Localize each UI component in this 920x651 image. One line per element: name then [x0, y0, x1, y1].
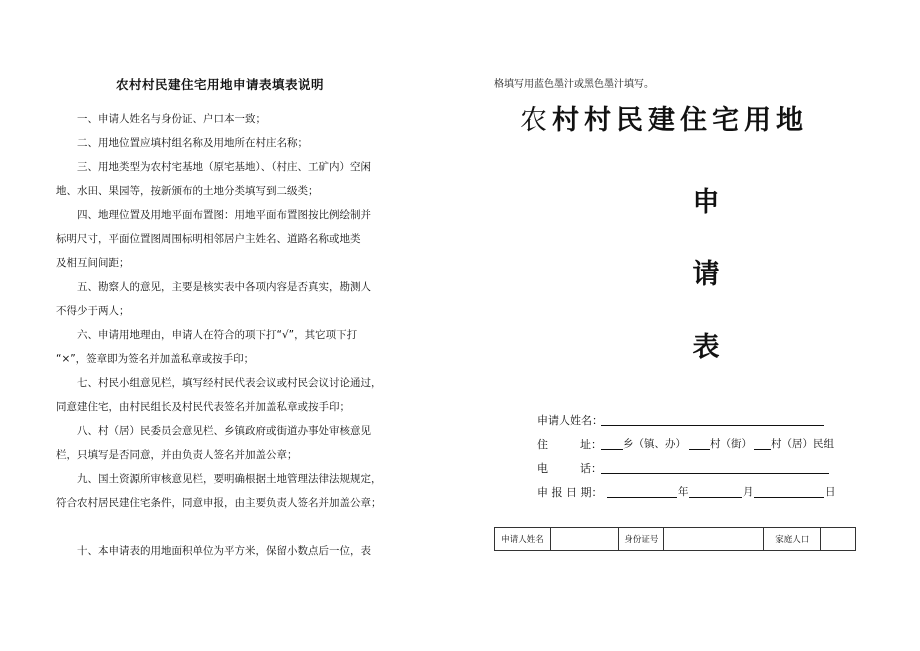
instruction-line: 一、申请人姓名与身份证、户口本一致； — [77, 113, 266, 125]
instruction-line: 十、本申请表的用地面积单位为平方米，保留小数点后一位，表 — [77, 545, 371, 557]
address-seg-township: 乡（镇、办） — [623, 438, 686, 450]
phone-label-2: 话： — [580, 462, 602, 475]
address-label-2: 址： — [580, 438, 602, 451]
instruction-line: 地、水田、果园等，按新颁布的土地分类填写到二级类； — [56, 185, 319, 197]
year-field[interactable] — [607, 497, 677, 498]
instruction-line: 三、用地类型为农村宅基地（原宅基地）、（村庄、工矿内）空闲 — [77, 161, 371, 173]
day-label: 日 — [825, 486, 836, 498]
cover-title — [520, 98, 808, 137]
cover-page — [460, 0, 920, 651]
cover-char-biao: 表 — [692, 332, 720, 363]
instruction-line: 同意建住宅，由村民组长及村民代表签名并加盖私章或按手印； — [56, 401, 350, 413]
address-township-field[interactable] — [601, 449, 623, 450]
address-seg-village: 村（街） — [710, 438, 752, 450]
date-label: 申 报 日 期： — [537, 486, 603, 499]
month-field[interactable] — [689, 497, 742, 498]
table-id-label: 身份证号 — [619, 528, 664, 551]
table-row — [495, 528, 856, 551]
instruction-item-10 — [56, 539, 386, 563]
instruction-line: 七、村民小组意见栏，填写经村民代表会议或村民会议讨论通过， — [77, 377, 382, 389]
instruction-line: 四、地理位置及用地平面布置图：用地平面布置图按比例绘制并 — [77, 209, 371, 221]
instruction-line: 栏，只填写是否同意，并由负责人签名并加盖公章； — [56, 449, 298, 461]
cover-title-rest: 村村民建住宅用地 — [552, 105, 808, 136]
instruction-line: 九、国土资源所审核意见栏，要明确根据土地管理法律法规规定， — [77, 473, 382, 485]
address-group-field[interactable] — [754, 449, 771, 450]
address-village-field[interactable] — [689, 449, 710, 450]
address-seg-group: 村（居）民组 — [771, 438, 834, 450]
instruction-line: 五、勘察人的意见，主要是核实表中各项内容是否真实，勘测人 — [77, 281, 371, 293]
top-note: 格填写用蓝色墨汁或黑色墨汁填写。 — [494, 79, 654, 90]
table-household-value[interactable] — [821, 528, 856, 551]
instruction-line: 不得少于两人； — [56, 305, 130, 317]
instruction-line: 及相互间间距； — [56, 257, 130, 269]
cover-char-shen: 申 — [692, 187, 720, 218]
table-name-label: 申请人姓名 — [495, 528, 551, 551]
year-label: 年 — [678, 486, 689, 498]
month-label: 月 — [743, 486, 754, 498]
table-household-label: 家庭人口 — [764, 528, 821, 551]
applicant-info-table — [494, 527, 856, 551]
cover-char-qing: 请 — [692, 259, 720, 290]
instruction-line: 六、申请用地理由，申请人在符合的项下打“√”，其它项下打 — [77, 329, 358, 341]
instruction-line: “×”，签章即为签名并加盖私章或按手印； — [56, 353, 255, 365]
day-field[interactable] — [754, 497, 824, 498]
applicant-name-label: 申请人姓名： — [537, 414, 603, 427]
cover-title-first-char: 农 — [520, 105, 552, 136]
address-label-1: 住 — [537, 438, 548, 451]
table-id-value[interactable] — [664, 528, 764, 551]
instruction-line: 二、用地位置应填村组名称及用地所在村庄名称； — [77, 137, 308, 149]
table-name-value[interactable] — [550, 528, 618, 551]
phone-field[interactable] — [601, 473, 829, 474]
instruction-line: 八、村（居）民委员会意见栏、乡镇政府或街道办事处审核意见 — [77, 425, 371, 437]
instruction-item-1 — [56, 107, 386, 515]
applicant-name-field[interactable] — [601, 425, 824, 426]
phone-label-1: 电 — [537, 462, 548, 475]
instruction-line: 符合农村居民建住宅条件，同意申报，由主要负责人签名并加盖公章； — [56, 497, 382, 509]
instructions-title: 农村村民建住宅用地申请表填表说明 — [115, 77, 324, 92]
instruction-line: 标明尺寸，平面位置图周围标明相邻居户主姓名、道路名称或地类 — [56, 233, 361, 245]
